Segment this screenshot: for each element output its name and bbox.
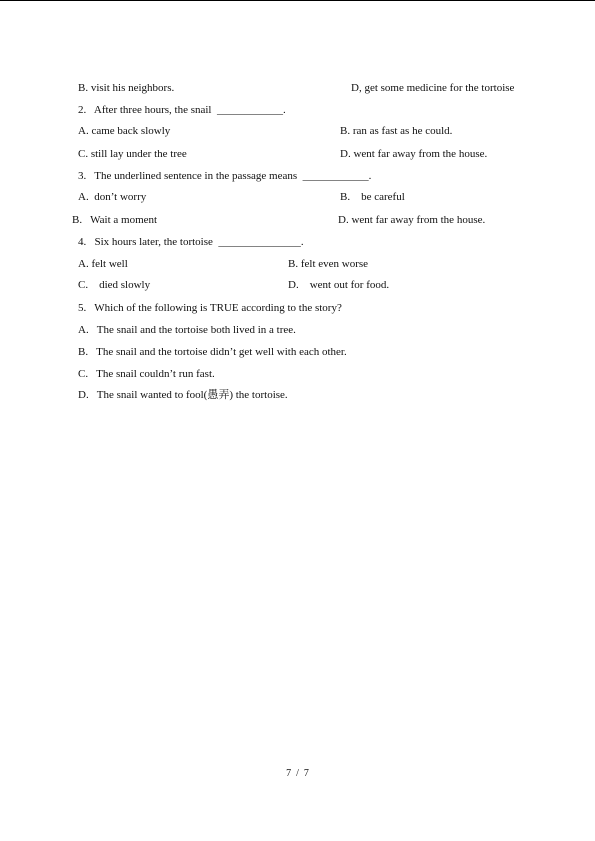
q5-option-d: D. The snail wanted to fool(愚弄) the tortoise. [78,389,288,401]
q2-option-c: C. still lay under the tree [78,148,187,160]
question-4: 4. Six hours later, the tortoise _______________. [78,236,304,248]
q3-option-b: B. be careful [340,191,405,203]
question-5: 5. Which of the following is TRUE according to the story? [78,302,342,314]
q4-option-c: C. died slowly [78,279,151,291]
q2-option-d: D. went far away from the house. [340,148,488,160]
q3-option-b-second: B. Wait a moment [72,214,158,226]
page-number: 7 / 7 [286,768,309,779]
q1-option-d: D, get some medicine for the tortoise [351,82,515,94]
q3-option-d: D. went far away from the house. [338,214,486,226]
q1-option-b: B. visit his neighbors. [78,82,175,94]
q5-option-c: C. The snail couldn’t run fast. [78,368,215,380]
q5-option-a: A. The snail and the tortoise both lived in a tree. [78,324,296,336]
q3-option-a: A. don’t worry [78,191,147,203]
q5-option-b: B. The snail and the tortoise didn’t get well with each other. [78,346,347,358]
question-2: 2. After three hours, the snail ____________. [78,104,286,116]
q2-option-b: B. ran as fast as he could. [340,125,453,137]
question-3: 3. The underlined sentence in the passage means ____________. [78,170,372,182]
q4-option-a: A. felt well [78,258,128,270]
q4-option-b: B. felt even worse [288,258,369,270]
q2-option-a: A. came back slowly [78,125,171,137]
header-rule [0,0,595,1]
q4-option-d: D. went out for food. [288,279,390,291]
